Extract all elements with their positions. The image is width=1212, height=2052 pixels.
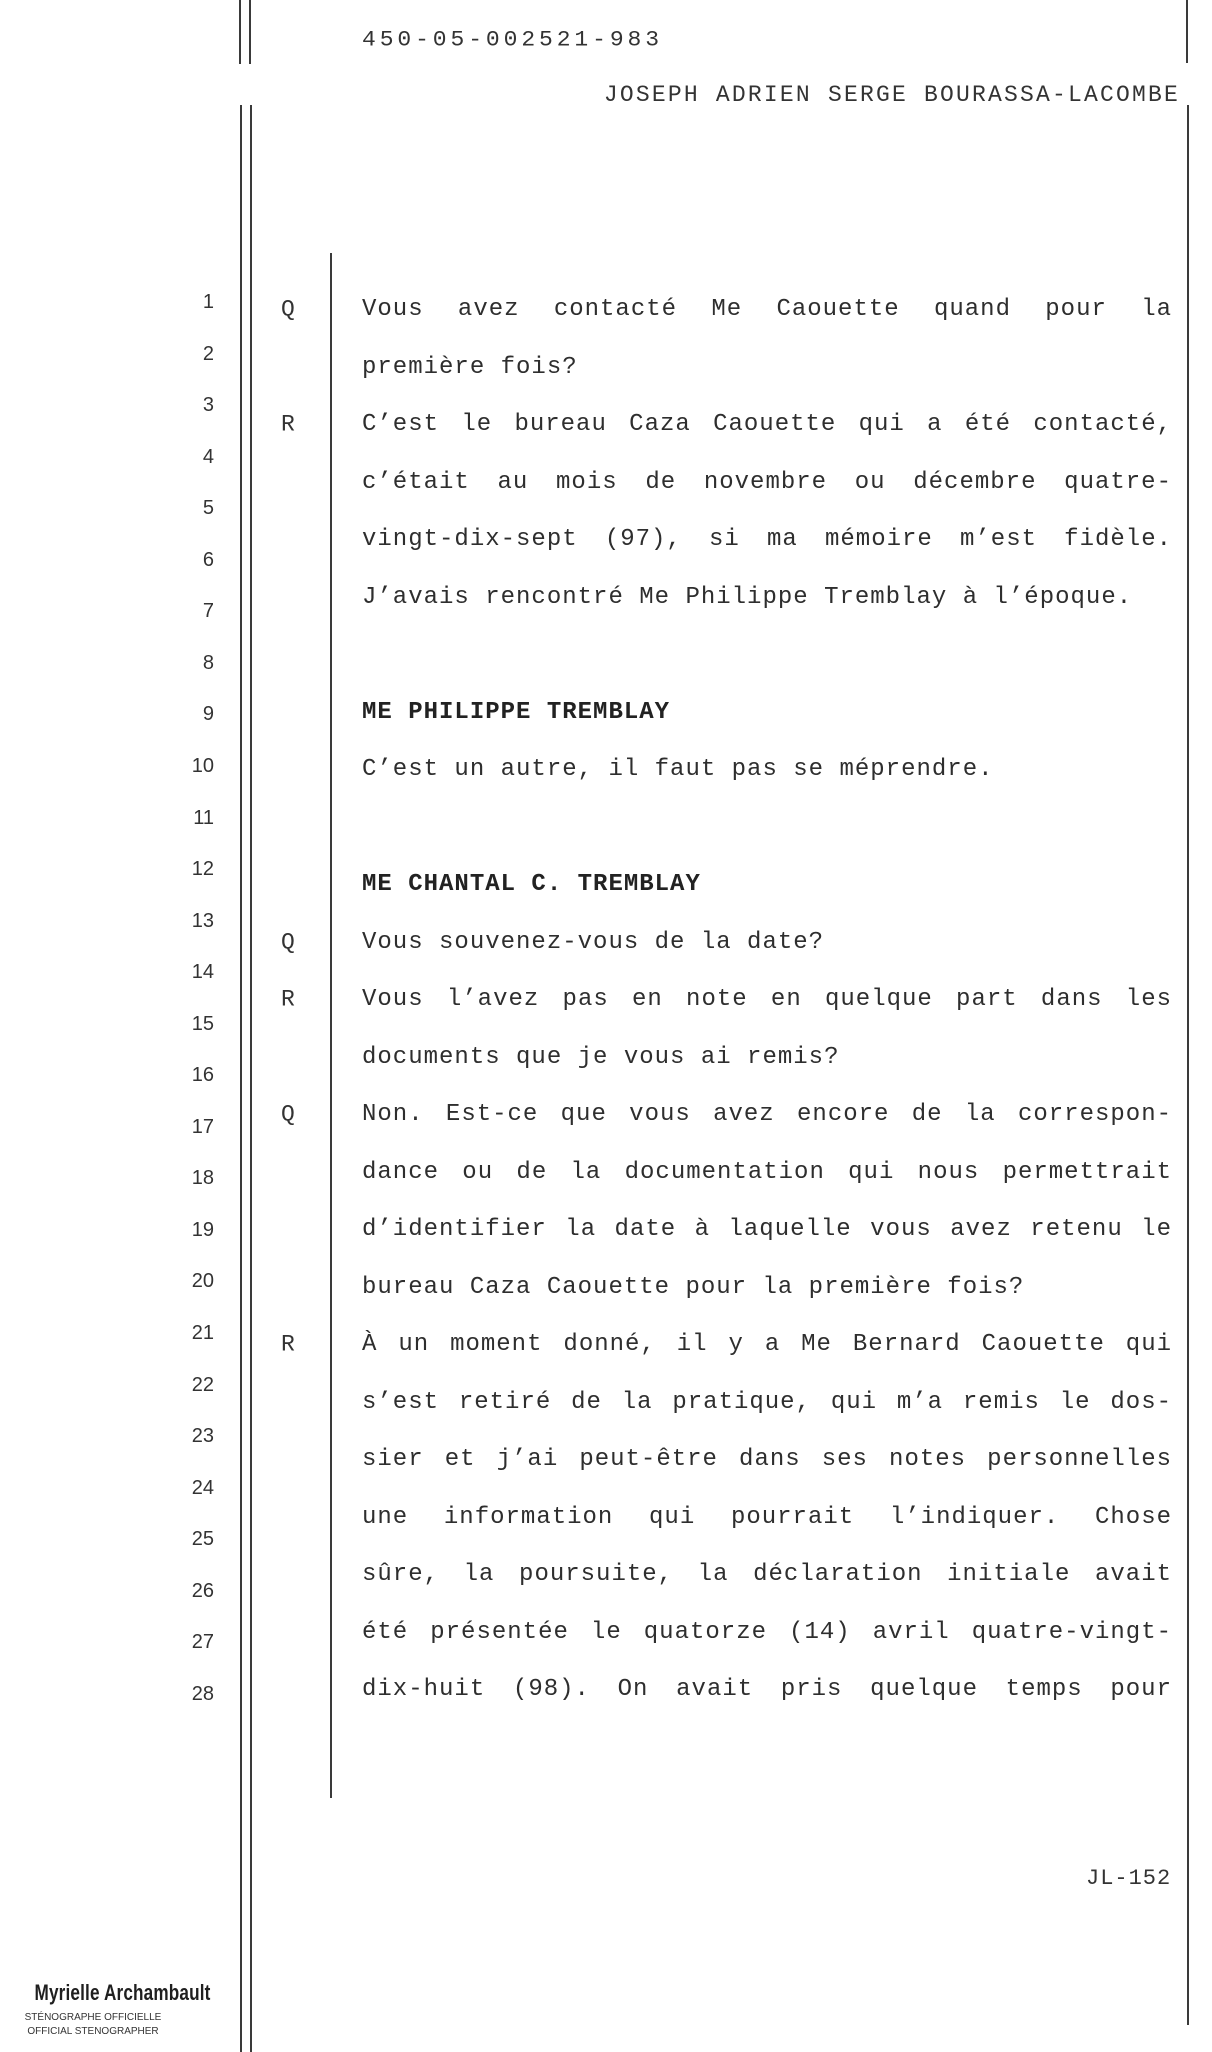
line-number: 7: [202, 600, 214, 623]
line-number: 11: [193, 806, 214, 829]
speaker-heading: ME CHANTAL C. TREMBLAY: [362, 871, 701, 898]
page-reference: JL-152: [1086, 1866, 1172, 1891]
line-number: 17: [191, 1115, 214, 1138]
line-number: 22: [191, 1373, 214, 1396]
transcript-line: C’est un autre, il faut pas se méprendre.: [362, 756, 994, 783]
transcript-line: À un moment donné, il y a Me Bernard Caouette qui: [362, 1331, 1172, 1358]
transcript-line: Non. Est-ce que vous avez encore de la correspon-: [362, 1101, 1172, 1128]
line-number: 21: [191, 1322, 214, 1344]
answer-marker: R: [281, 411, 295, 438]
transcript-line: c’était au mois de novembre ou décembre quatre-: [362, 468, 1172, 496]
transcript-line: sier et j’ai peut-être dans ses notes personnelles: [362, 1446, 1172, 1473]
transcript-line: été présentée le quatorze (14) avril quatre-vingt-: [362, 1618, 1172, 1646]
question-marker: Q: [281, 1101, 295, 1128]
left-margin-rule-inner-top: [249, 0, 251, 64]
transcript-line: vingt-dix-sept (97), si ma mémoire m’est fidèle.: [362, 526, 1172, 553]
question-marker: Q: [281, 296, 295, 323]
deponent-name: JOSEPH ADRIEN SERGE BOURASSA-LACOMBE: [603, 82, 1180, 108]
left-margin-rule-outer: [240, 105, 242, 2052]
line-number: 8: [202, 651, 214, 674]
line-number: 3: [202, 394, 214, 417]
line-number: 10: [191, 754, 214, 777]
transcript-line: documents que je vous ai remis?: [362, 1043, 840, 1071]
transcript-line: Vous avez contacté Me Caouette quand pour la: [362, 296, 1172, 323]
line-number: 15: [191, 1012, 214, 1035]
line-number: 27: [191, 1631, 214, 1654]
line-number: 14: [191, 961, 214, 984]
stenographer-stamp: [18, 1980, 211, 2037]
transcript-line: d’identifier la date à laquelle vous avez retenu le: [362, 1216, 1172, 1243]
line-number: 12: [191, 858, 214, 881]
line-number: 4: [202, 445, 214, 468]
line-number: 9: [202, 703, 214, 726]
answer-marker: R: [281, 1331, 295, 1358]
line-number: 1: [202, 291, 214, 313]
transcript-line: Vous l’avez pas en note en quelque part dans les: [362, 986, 1172, 1013]
case-number: 450-05-002521-983: [362, 27, 663, 53]
transcript-line: s’est retiré de la pratique, qui m’a remis le dos-: [362, 1388, 1172, 1416]
line-number: 24: [191, 1476, 214, 1499]
right-margin-rule: [1187, 105, 1189, 2025]
transcript-line: J’avais rencontré Me Philippe Tremblay à l’époque.: [362, 583, 1133, 611]
marker-column-rule: [330, 253, 332, 1798]
transcript-line: dance ou de la documentation qui nous permettrait: [362, 1158, 1172, 1186]
stamp-title-en: OFFICIAL STENOGRAPHER: [27, 2026, 159, 2037]
line-number: 28: [191, 1682, 214, 1705]
line-number: 18: [191, 1167, 214, 1190]
line-number: 23: [191, 1425, 214, 1448]
transcript-line: dix-huit (98). On avait pris quelque temps pour: [362, 1676, 1172, 1703]
line-number: 16: [191, 1064, 214, 1087]
left-margin-rule-inner: [250, 105, 252, 2052]
line-number: 6: [202, 548, 214, 571]
transcript-line: première fois?: [362, 353, 578, 381]
transcript-line: sûre, la poursuite, la déclaration initiale avait: [362, 1561, 1172, 1588]
right-margin-rule-top: [1186, 0, 1188, 63]
line-number: 25: [191, 1528, 214, 1551]
stamp-name: Myrielle Archambault: [34, 1980, 211, 2005]
line-number: 2: [202, 342, 214, 365]
line-number: 13: [191, 909, 214, 932]
line-number: 20: [191, 1270, 214, 1293]
transcript-line: C’est le bureau Caza Caouette qui a été contacté,: [362, 411, 1172, 438]
stamp-title-fr: STÉNOGRAPHE OFFICIELLE: [24, 2012, 162, 2023]
speaker-heading: ME PHILIPPE TREMBLAY: [362, 698, 671, 726]
answer-marker: R: [281, 986, 295, 1013]
transcript-line: une information qui pourrait l’indiquer. Chose: [362, 1503, 1172, 1531]
transcript-line: Vous souvenez-vous de la date?: [362, 928, 825, 956]
line-number: 26: [191, 1579, 214, 1602]
line-number: 19: [191, 1218, 214, 1241]
question-marker: Q: [281, 929, 295, 955]
line-number: 5: [202, 497, 214, 520]
left-margin-rule-outer-top: [239, 0, 241, 64]
transcript-line: bureau Caza Caouette pour la première fois?: [362, 1273, 1025, 1301]
